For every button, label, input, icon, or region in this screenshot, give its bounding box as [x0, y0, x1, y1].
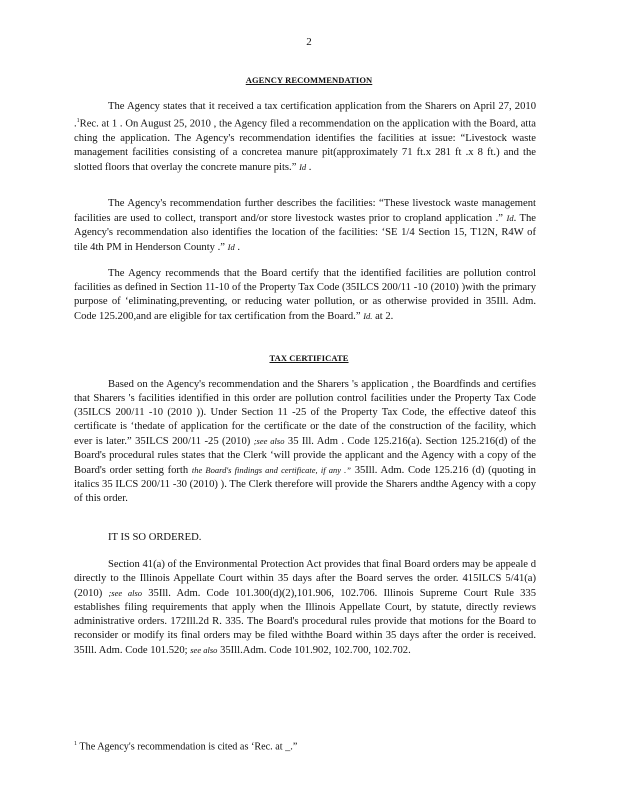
agency-heading-text: AGENCY RECOMMENDATION — [245, 75, 373, 85]
p1-text: The Agency states that it received a tax certification application from the Sharers on April 27, 2010 . — [74, 101, 536, 130]
footnote-ref: 1 — [76, 118, 80, 124]
page-number: 2 — [306, 36, 312, 48]
footnote-mark: 1 — [74, 741, 77, 747]
agency-paragraph-2: The Agency's recommendation further describes the facilities: “These livestock waste management facilities are used to collect, transport and/or store livestock wastes prior to cropland application .” Id. The Agency's recommendation also identifies the location of the facilities: ‘SE 1/4 Section 15, T12N, R4W of tile 4th PM in Henderson County .” Id . — [74, 198, 536, 253]
p4c-text: 35Ill. Adm. Code 125.216 (d) (quoting in italics 35 ILCS 200/11 -30 (2010) ). The Clerk therefore will provide the Sharers andthe Agency with a copy of this order. — [74, 465, 536, 504]
p5-text: Section 41(a) of the Environmental Protection Act provides that final Board orders may be appeale d directly to the Illinois Appellate Court within 35 days after the Board serves the order. 415ILCS 5/41(a) (2010) — [74, 559, 536, 599]
p3b-text: at 2. — [375, 311, 394, 322]
p4b-text: 35 Ill. Adm . Code 125.216(a). Section 125.216(d) of the Board's procedural rules states that the Clerk ‘will provide the applicant and the Agency with a copy of the Board's order setting forth — [74, 436, 537, 476]
tax-certificate-heading — [0, 353, 618, 363]
p4-text: Based on the Agency's recommendation and the Sharers 's application , the Boardfinds and certifies that Sharers 's facilities identified in this order are pollution control facilities under the Property Tax Code (35ILCS 200/11 -10 (2010 )). Under Section 11 -25 of the Property Tax Code, the effective dateof this certificate is ‘thedate of application for the certificate or the date of the construction of the facility, which ever is later.” 35ILCS 200/11 -25 (2010) — [74, 379, 536, 447]
p1b-text: Rec. at 1 . On August 25, 2010 , the Agency filed a recommendation on the application with the Board, atta ching the application. The Agency's recommendation identifies the facilities at issue: “Livestock waste management facilities consisting of a concretea manure pit(approximately 71 ft.x 281 ft .x 8 ft.) and the slotted floors that overlay the concrete manure pits.” — [74, 118, 536, 173]
p5-see-also-2: see also — [190, 645, 218, 655]
so-ordered: IT IS SO ORDERED. — [108, 532, 202, 543]
p3-id-cite: Id. — [363, 311, 373, 321]
tax-paragraph — [74, 378, 536, 506]
p5-see-also: ;see also — [108, 588, 143, 598]
p2-id-cite: Id — [506, 213, 514, 223]
footnote-text: The Agency's recommendation is cited as ‘Rec. at _.” — [79, 741, 298, 753]
p5b-text: 35Ill. Adm. Code 101.300(d)(2),101.906, 102.706. Illinois Supreme Court Rule 335 establishes filing requirements that apply when the Illinois Appellate Court, by statute, directly reviews administrative orders. 172Ill.2d R. 335. The Board's procedural rules provide that motions for the Board to reconsider or modify its final orders may be filed withthe Board within 35 days after the order is received. 35Ill. Adm. Code 101.520; — [74, 588, 537, 656]
footnote — [74, 741, 297, 752]
agency-paragraph-1: The Agency states that it received a tax certification application from the Sharers on April 27, 2010 .$^1$Rec. at 1 . On August 25, 2010 , the Agency filed a recommendation on the application with the Board, atta ching the application. The Agency's recommendation identifies the facilities at issue: “Livestock waste management facilities consisting of a concretea manure pit(approximately 71 ft.x 281 ft .x 8 ft.) and the slotted floors that overlay the concrete manure pits.” Id . — [74, 101, 536, 173]
appeal-paragraph — [74, 558, 536, 658]
agency-recommendation-heading — [0, 75, 618, 85]
p3-text: The Agency recommends that the Board certify that the identified facilities are pollution control facilities as defined in Section 11-10 of the Property Tax Code (35ILCS 200/11 -10 (2010) )with the primary purpose of ‘eliminating,preventing, or reducing water pollution, or as otherwise provided in 35Ill. Adm. Code 125.200,and are eligible for tax certification from the Board.” — [74, 268, 536, 322]
p4-italic-quote: the Board's findings and certificate, if any .” — [191, 465, 351, 475]
p4-see-also: ;see also — [253, 436, 285, 446]
p2-text: The Agency's recommendation further describes the facilities: “These livestock waste management facilities are used to collect, transport and/or store livestock wastes prior to cropland application .” — [74, 198, 536, 224]
p2b-text: . The Agency's recommendation also identifies the location of the facilities: ‘SE 1/4 Section 15, T12N, R4W of tile 4th PM in Henderson County .” — [74, 213, 536, 253]
p1-id-cite: Id — [299, 161, 307, 172]
p5c-text: 35Ill.Adm. Code 101.902, 102.700, 102.702. — [220, 645, 411, 656]
tax-heading-text: TAX CERTIFICATE — [269, 353, 349, 363]
agency-paragraph-3 — [74, 267, 536, 324]
p2-id-cite-2: Id — [227, 242, 235, 252]
